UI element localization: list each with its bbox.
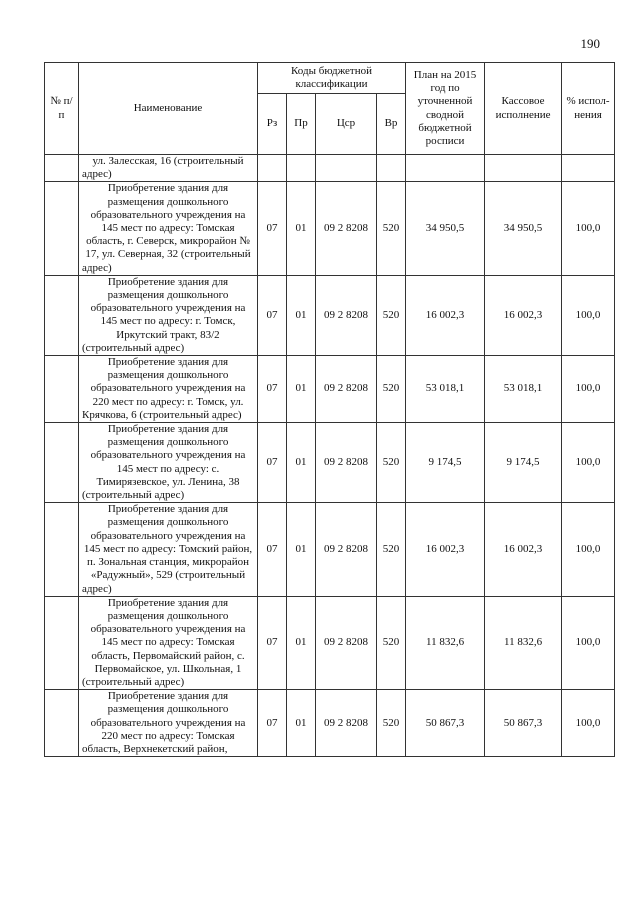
cell-plan — [406, 155, 485, 182]
cell-pr: 01 — [287, 503, 316, 596]
cell-csr — [316, 155, 377, 182]
cell-name: Приобретение здания для размещения дошкольного образовательного учреждения на 220 мест по адресу: г. Томск, ул. Крячкова, 6 (строительный адрес) — [79, 356, 258, 423]
header-percent: % испол-нения — [562, 63, 615, 155]
cell-pr: 01 — [287, 182, 316, 275]
header-codes-group: Коды бюджетной классификации — [258, 63, 406, 94]
cell-cash: 50 867,3 — [485, 690, 562, 757]
cell-name: Приобретение здания для размещения дошкольного образовательного учреждения на 145 мест по адресу: г. Томск, Иркутский тракт, 83/2 (строительный адрес) — [79, 275, 258, 355]
cell-cash: 53 018,1 — [485, 356, 562, 423]
cell-name: Приобретение здания для размещения дошкольного образовательного учреждения на 145 мест по адресу: Томская область, Первомайский район, с. Первомайское, ул. Школьная, 1 (строительный адрес) — [79, 596, 258, 689]
table-row — [45, 690, 615, 757]
cell-percent: 100,0 — [562, 690, 615, 757]
cell-rz: 07 — [258, 356, 287, 423]
cell-name: Приобретение здания для размещения дошкольного образовательного учреждения на 220 мест по адресу: Томская область, Верхнекетский район, — [79, 690, 258, 757]
table-row — [45, 423, 615, 503]
cell-percent — [562, 155, 615, 182]
cell-percent: 100,0 — [562, 356, 615, 423]
table-row — [45, 155, 615, 182]
cell-vr: 520 — [377, 503, 406, 596]
header-rz: Рз — [258, 94, 287, 155]
cell-rz: 07 — [258, 423, 287, 503]
cell-pr — [287, 155, 316, 182]
cell-plan: 53 018,1 — [406, 356, 485, 423]
cell-plan: 16 002,3 — [406, 503, 485, 596]
cell-num — [45, 503, 79, 596]
cell-cash: 16 002,3 — [485, 503, 562, 596]
cell-csr: 09 2 8208 — [316, 182, 377, 275]
cell-plan: 50 867,3 — [406, 690, 485, 757]
cell-pr: 01 — [287, 275, 316, 355]
cell-percent: 100,0 — [562, 423, 615, 503]
cell-vr — [377, 155, 406, 182]
cell-cash: 9 174,5 — [485, 423, 562, 503]
header-plan: План на 2015 год по уточненной сводной бюджетной росписи — [406, 63, 485, 155]
header-num: № п/п — [45, 63, 79, 155]
page-number: 190 — [580, 36, 600, 51]
budget-table — [44, 62, 615, 757]
cell-name: Приобретение здания для размещения дошкольного образовательного учреждения на 145 мест по адресу: с. Тимирязевское, ул. Ленина, 38 (строительный адрес) — [79, 423, 258, 503]
cell-cash: 11 832,6 — [485, 596, 562, 689]
cell-name: Приобретение здания для размещения дошкольного образовательного учреждения на 145 мест по адресу: Томский район, п. Зональная станция, микрорайон «Радужный», 529 (строительный адрес) — [79, 503, 258, 596]
cell-plan: 16 002,3 — [406, 275, 485, 355]
cell-rz: 07 — [258, 503, 287, 596]
cell-rz: 07 — [258, 182, 287, 275]
cell-csr: 09 2 8208 — [316, 423, 377, 503]
header-csr: Цср — [316, 94, 377, 155]
cell-csr: 09 2 8208 — [316, 596, 377, 689]
cell-percent: 100,0 — [562, 503, 615, 596]
table-row — [45, 275, 615, 355]
table-header — [45, 63, 615, 155]
cell-vr: 520 — [377, 423, 406, 503]
cell-vr: 520 — [377, 275, 406, 355]
cell-percent: 100,0 — [562, 182, 615, 275]
cell-pr: 01 — [287, 690, 316, 757]
cell-num — [45, 182, 79, 275]
cell-num — [45, 690, 79, 757]
cell-num — [45, 155, 79, 182]
cell-pr: 01 — [287, 596, 316, 689]
cell-csr: 09 2 8208 — [316, 275, 377, 355]
header-name: Наименование — [79, 63, 258, 155]
cell-csr: 09 2 8208 — [316, 356, 377, 423]
header-vr: Вр — [377, 94, 406, 155]
cell-plan: 11 832,6 — [406, 596, 485, 689]
cell-num — [45, 356, 79, 423]
cell-pr: 01 — [287, 356, 316, 423]
cell-num — [45, 275, 79, 355]
cell-name: ул. Залесская, 16 (строительный адрес) — [79, 155, 258, 182]
header-pr: Пр — [287, 94, 316, 155]
cell-num — [45, 423, 79, 503]
cell-rz: 07 — [258, 690, 287, 757]
cell-cash: 16 002,3 — [485, 275, 562, 355]
table-row — [45, 356, 615, 423]
table-row — [45, 596, 615, 689]
cell-vr: 520 — [377, 690, 406, 757]
cell-rz — [258, 155, 287, 182]
table-row — [45, 182, 615, 275]
header-cash: Кассовое исполнение — [485, 63, 562, 155]
cell-rz: 07 — [258, 596, 287, 689]
cell-csr: 09 2 8208 — [316, 690, 377, 757]
cell-percent: 100,0 — [562, 596, 615, 689]
cell-pr: 01 — [287, 423, 316, 503]
cell-plan: 9 174,5 — [406, 423, 485, 503]
cell-plan: 34 950,5 — [406, 182, 485, 275]
cell-num — [45, 596, 79, 689]
cell-rz: 07 — [258, 275, 287, 355]
cell-vr: 520 — [377, 596, 406, 689]
cell-vr: 520 — [377, 356, 406, 423]
cell-csr: 09 2 8208 — [316, 503, 377, 596]
cell-vr: 520 — [377, 182, 406, 275]
cell-cash: 34 950,5 — [485, 182, 562, 275]
cell-cash — [485, 155, 562, 182]
table-row — [45, 503, 615, 596]
cell-percent: 100,0 — [562, 275, 615, 355]
cell-name: Приобрeтение здания для размещения дошкольного образовательного учреждения на 145 мест по адресу: Томская область, г. Северск, микрорайон № 17, ул. Северная, 32 (строительный адрес) — [79, 182, 258, 275]
